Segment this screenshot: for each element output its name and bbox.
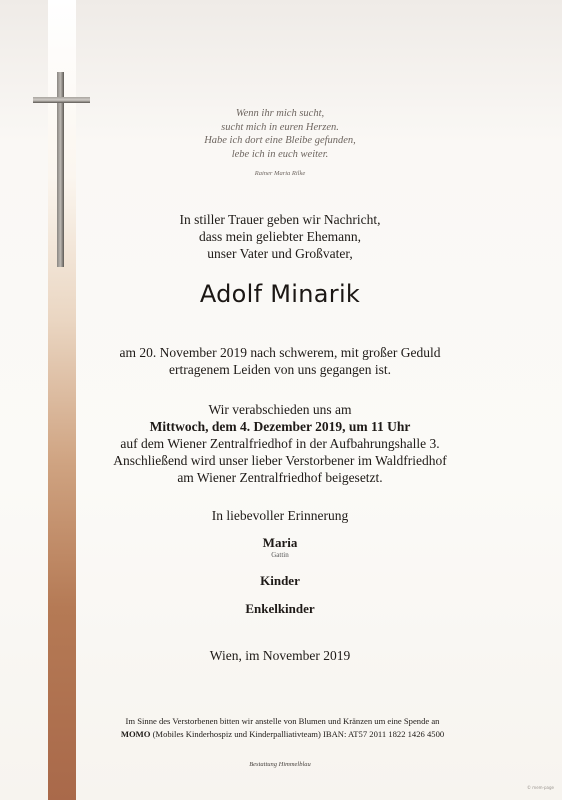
mourners-intro: In liebevoller Erinnerung	[211, 508, 349, 523]
memorial-quote	[95, 107, 465, 161]
death-line: am 20. November 2019 nach schwerem, mit großer Geduld	[119, 345, 441, 360]
spouse-role: Gattin	[271, 551, 289, 559]
ceremony-date: Mittwoch, dem 4. Dezember 2019, um 11 Uhr	[149, 419, 411, 434]
ceremony-line: Anschließend wird unser lieber Verstorbener im Waldfriedhof	[113, 453, 447, 468]
donation-request	[95, 715, 470, 740]
grandchildren-label: Enkelkinder	[245, 601, 315, 616]
watermark: © mem-page	[527, 785, 554, 790]
quote-line: Habe ich dort eine Bleibe gefunden,	[204, 135, 356, 146]
death-line: ertragenem Leiden von uns gegangen ist.	[169, 362, 391, 377]
intro-line: dass mein geliebter Ehemann,	[199, 229, 361, 244]
spouse-name: Maria	[262, 535, 298, 550]
place-and-date: Wien, im November 2019	[209, 648, 351, 663]
deceased-name: Adolf Minarik	[199, 280, 361, 308]
undertaker-name: Bestattung Himmelblau	[249, 761, 311, 768]
death-notice	[85, 344, 475, 378]
quote-line: sucht mich in euren Herzen.	[221, 121, 339, 133]
quote-line: Wenn ihr mich sucht,	[235, 108, 325, 119]
donation-line-2	[95, 728, 470, 741]
ceremony-line: am Wiener Zentralfriedhof beigesetzt.	[177, 470, 383, 485]
donation-details: (Mobiles Kinderhospiz und Kinderpalliativteam) IBAN: AT57 2011 1822 1426 4500	[150, 728, 445, 739]
quote-line: lebe ich in euch weiter.	[231, 148, 329, 160]
donation-line: Im Sinne des Verstorbenen bitten wir anstelle von Blumen und Kränzen um eine Spende an	[125, 716, 440, 726]
children-label: Kinder	[260, 573, 300, 588]
intro-line: In stiller Trauer geben wir Nachricht,	[179, 212, 381, 227]
intro-line: unser Vater und Großvater,	[207, 246, 353, 261]
announcement-intro	[95, 211, 465, 262]
donation-org: MOMO	[120, 728, 151, 739]
ceremony-line: Wir verabschieden uns am	[208, 402, 352, 417]
ceremony-details	[80, 401, 480, 486]
ceremony-line: auf dem Wiener Zentralfriedhof in der Aufbahrungshalle 3.	[120, 436, 440, 451]
quote-author: Rainer Maria Rilke	[254, 170, 306, 177]
